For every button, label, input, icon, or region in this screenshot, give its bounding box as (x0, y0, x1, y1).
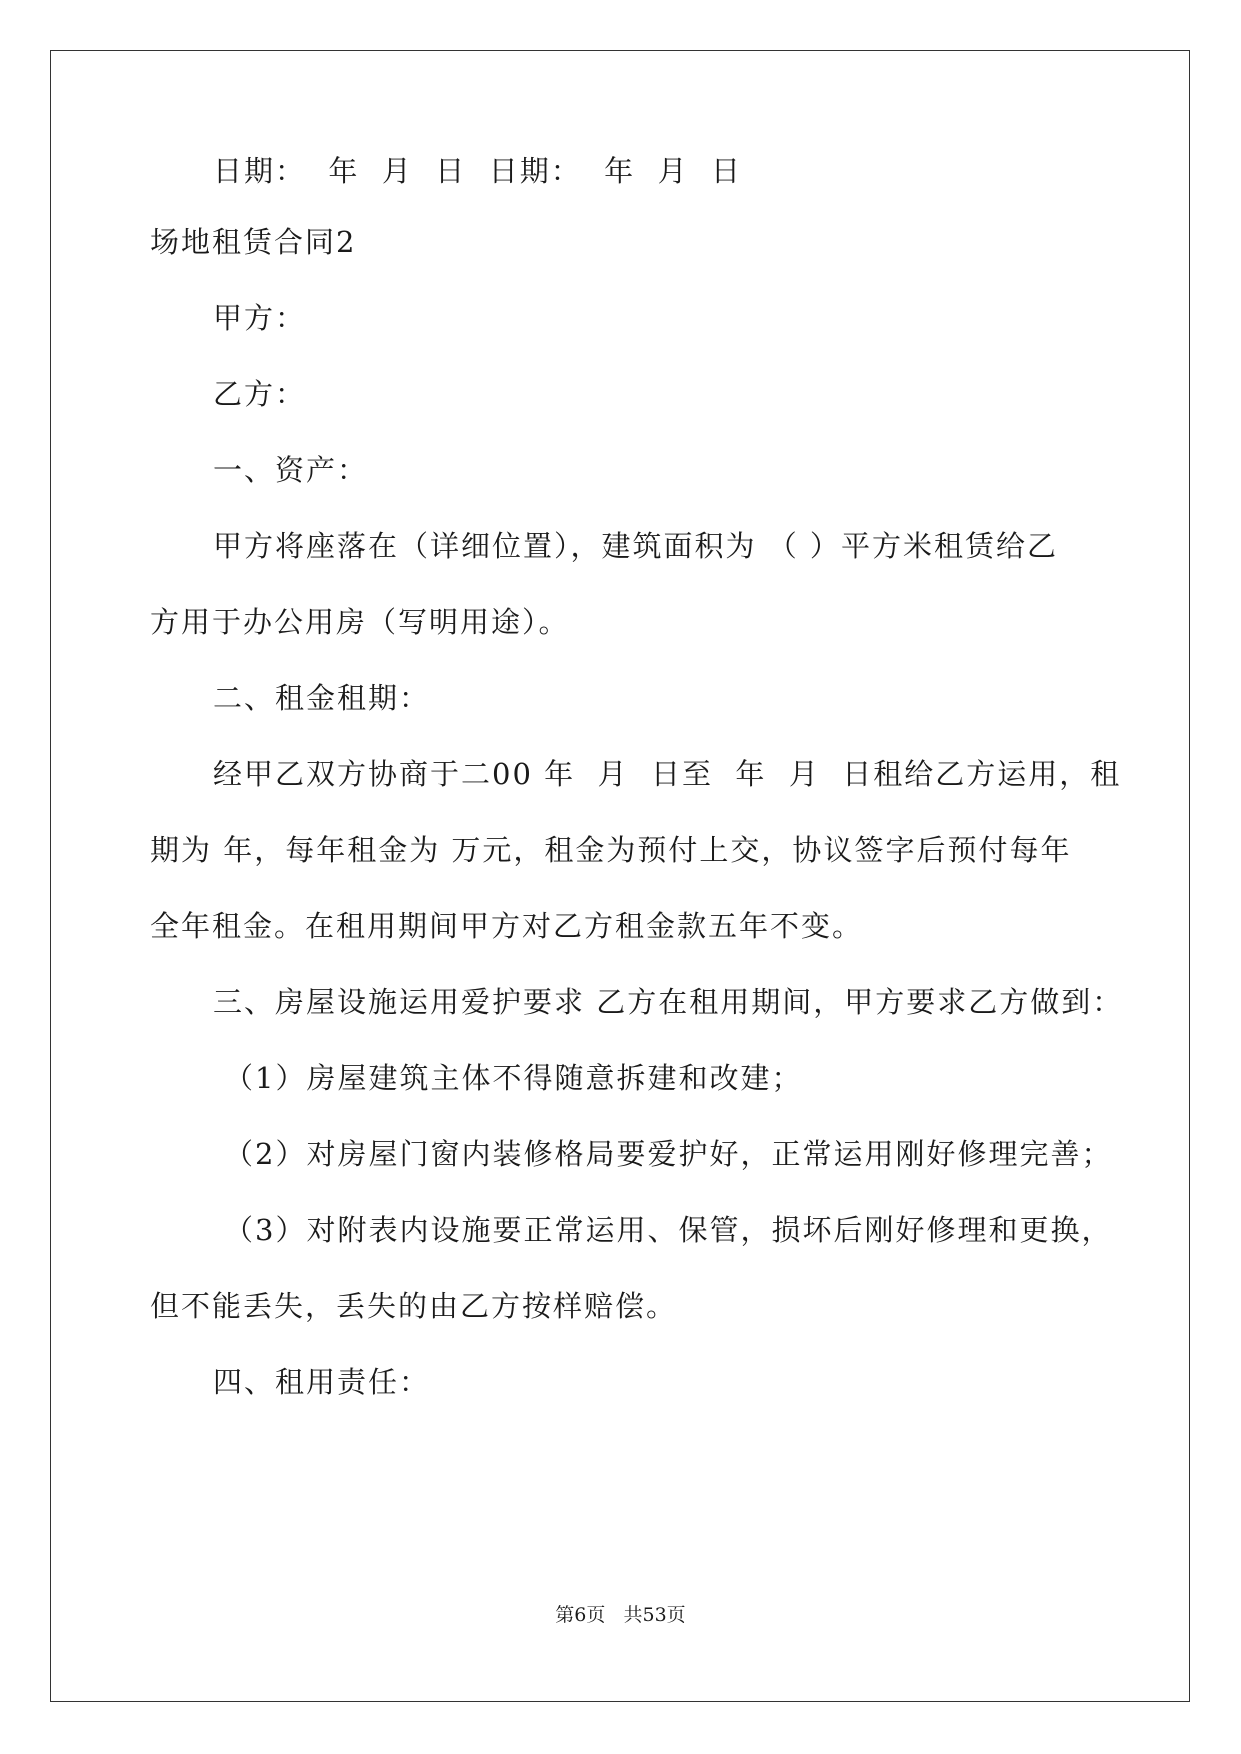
section-3-heading: 三、房屋设施运用爱护要求 乙方在租用期间，甲方要求乙方做到： (213, 985, 1124, 1019)
section-1-heading: 一、资产： (213, 453, 369, 487)
section-3-list-item: （2）对房屋门窗内装修格局要爱护好，正常运用刚好修理完善； (224, 1137, 1113, 1171)
page-frame (50, 50, 1190, 1702)
section-1-paragraph-line: 甲方将座落在（详细位置），建筑面积为 （ ）平方米租赁给乙 (213, 529, 1058, 563)
section-3-list-item-continuation: 但不能丢失，丢失的由乙方按样赔偿。 (150, 1289, 678, 1323)
party-a-label: 甲方： (213, 301, 307, 335)
section-2-paragraph-line: 期为 年，每年租金为 万元，租金为预付上交，协议签字后预付每年 (150, 833, 1072, 867)
section-3-list-item: （1）房屋建筑主体不得随意拆建和改建； (224, 1061, 803, 1095)
section-2-heading: 二、租金租期： (213, 681, 431, 715)
section-2-paragraph-line: 全年租金。在租用期间甲方对乙方租金款五年不变。 (150, 909, 864, 943)
section-1-paragraph-line: 方用于办公用房（写明用途）。 (150, 605, 570, 639)
contract-title: 场地租赁合同2 (150, 225, 357, 259)
page-number-footer: 第6页 共53页 (555, 1604, 686, 1626)
date-line: 日期： 年 月 日 日期： 年 月 日 (213, 154, 743, 188)
section-4-heading: 四、租用责任： (213, 1365, 431, 1399)
section-3-list-item: （3）对附表内设施要正常运用、保管，损坏后刚好修理和更换， (224, 1213, 1113, 1247)
party-b-label: 乙方： (213, 377, 307, 411)
section-2-paragraph-line: 经甲乙双方协商于二00 年 月 日至 年 月 日租给乙方运用，租 (213, 757, 1122, 791)
